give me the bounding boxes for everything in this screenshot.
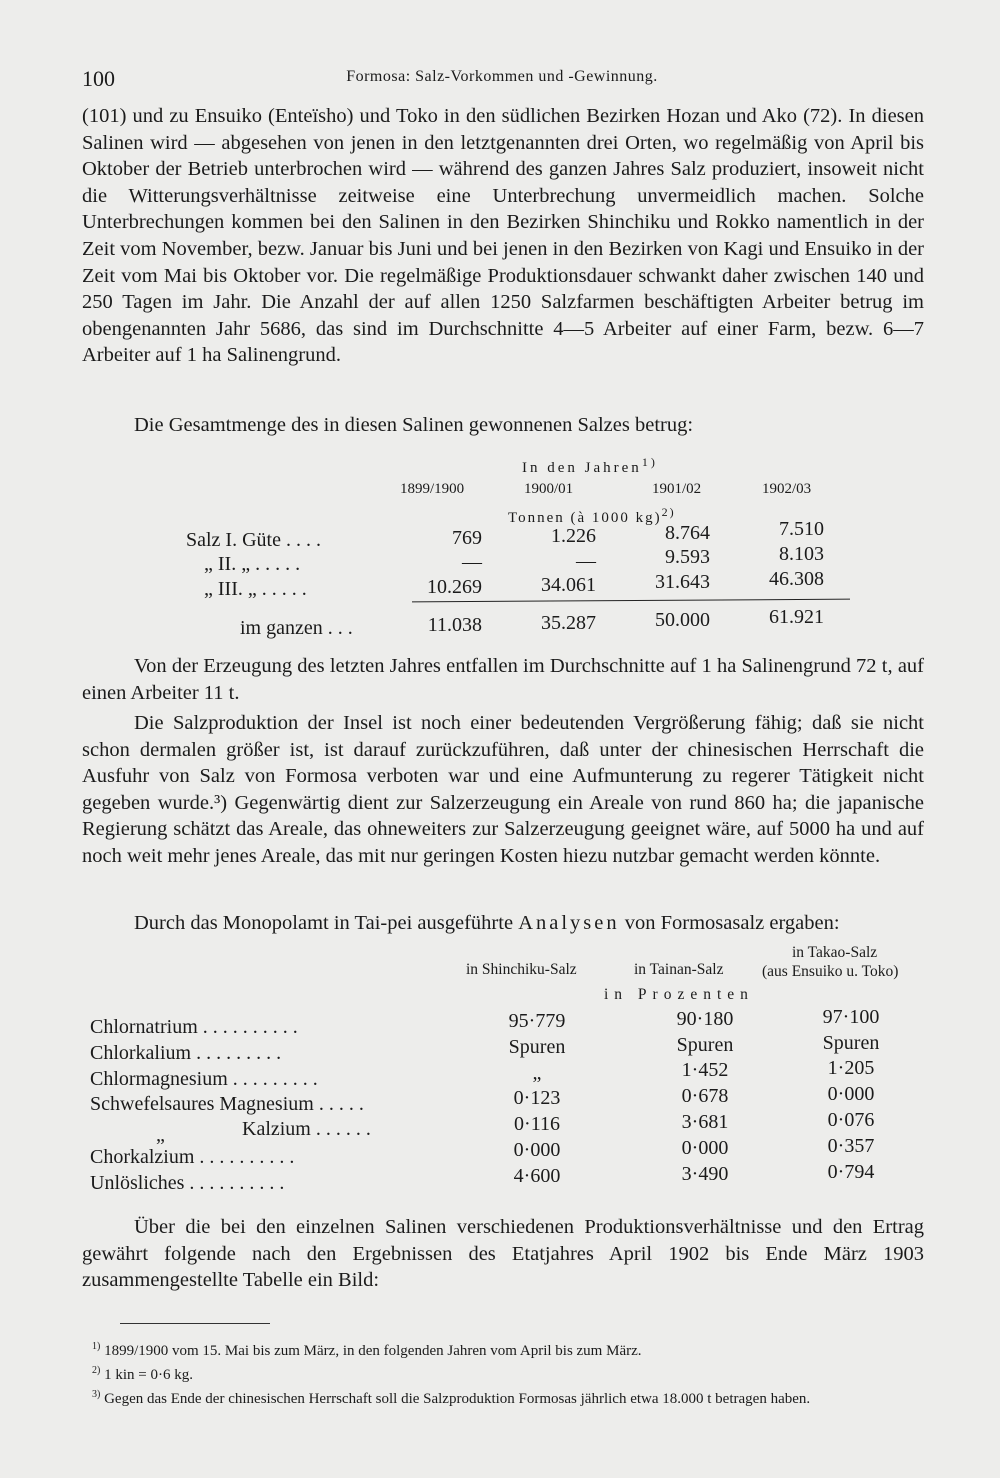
year-header-1900: 1900/01 [524, 481, 574, 497]
page-number: 100 [82, 66, 115, 91]
running-title: Formosa: Salz-Vorkommen und -Gewinnung. [346, 68, 658, 85]
total-value: 11.038 [427, 614, 482, 636]
cell-value: 0·000 [681, 1137, 729, 1159]
cell-value: Spuren [822, 1032, 880, 1054]
cell-value: 0·116 [514, 1113, 560, 1135]
cell-value: 8.764 [665, 522, 710, 544]
cell-value: 10.269 [427, 576, 482, 598]
cell-value: 0·000 [827, 1083, 875, 1105]
cell-value: 1.226 [551, 525, 596, 547]
footnote-3: $^{3)}$ Gegen das Ende der chinesischen Herrschaft soll die Salzproduktion Formosas jährlich etwa 18.000 t betragen haben. [92, 1389, 811, 1407]
cell-value: Spuren [676, 1034, 734, 1056]
cell-value: 46.308 [769, 568, 824, 590]
col-header-tainan: in Tainan-Salz [634, 961, 724, 978]
cell-value: 90·180 [676, 1008, 734, 1030]
year-header-1902: 1902/03 [762, 481, 812, 497]
ditto-mark: „ [532, 1062, 542, 1084]
ditto-mark: „ [156, 1124, 165, 1146]
cell-value: 0·794 [827, 1161, 875, 1183]
row-label-chlormagnesium: Chlormagnesium . . . . . . . . . [90, 1068, 318, 1090]
footnote-rule [120, 1323, 270, 1324]
row-label-total: im ganzen . . . [240, 617, 353, 639]
total-value: 35.287 [541, 612, 596, 634]
year-header-1899: 1899/1900 [400, 481, 465, 497]
cell-value: 4·600 [513, 1165, 561, 1187]
paragraph-erzeugung: Von der Erzeugung des letzten Jahres entfallen im Durchschnitte auf 1 ha Salinengrund 72 t, auf einen Arbeiter 11 t. [82, 655, 924, 704]
cell-value: 0·000 [513, 1139, 561, 1161]
page-header [82, 66, 922, 92]
paragraph-produktionsverhaeltnisse: Über die bei den einzelnen Salinen verschiedenen Produktionsverhältnisse und den Ertrag gewährt folgende nach den Ergebnissen des Etatjahres April 1902 bis Ende März 1903 zusammengestellte Tabelle ein Bild: [82, 1216, 924, 1292]
year-header-1901: 1901/02 [652, 481, 702, 497]
sum-rule [412, 599, 850, 603]
row-label-chlornatrium: Chlornatrium . . . . . . . . . . [90, 1016, 298, 1038]
total-value: 50.000 [655, 609, 710, 631]
cell-value: — [576, 550, 596, 572]
row-label-kalzium: Kalzium . . . . . . [242, 1118, 371, 1140]
col-header-shinchiku: in Shinchiku-Salz [466, 961, 577, 978]
cell-value: 97·100 [822, 1006, 880, 1028]
cell-value: 95·779 [508, 1010, 566, 1032]
row-label-guete-2: „ II. „ . . . . . [204, 553, 301, 575]
cell-value-dash: — [462, 551, 482, 573]
cell-value: 8.103 [779, 543, 824, 565]
cell-value: 7.510 [779, 518, 824, 540]
cell-value: 1·205 [827, 1057, 875, 1079]
cell-value: 1·452 [681, 1059, 729, 1081]
row-label-unloesliches: Unlösliches . . . . . . . . . . [90, 1172, 285, 1194]
footnote-1: $^{1)}$ 1899/1900 vom 15. Mai bis zum März, in den folgenden Jahren vom April bis zum März. [92, 1341, 642, 1359]
paragraph-salzproduktion: Die Salzproduktion der Insel ist noch einer bedeutenden Vergrößerung fähig; daß sie nicht schon dermalen größer ist, ist darauf zurückzuführen, daß unter der chinesischen Herrschaft die Ausfuhr von Salz von Formosa verboten war und eine Aufmunterung zu regerer Tätigkeit nicht gegeben wurde.³) Gegenwärtig dient zur Salzerzeugung ein Areale von rund 860 ha; die japanische Regierung schätzt das Areale, das ohneweiters zur Salzerzeugung geeignet wäre, auf 5000 ha und auf noch weit mehr jenes Areale, das mit nur geringen Kosten hiezu nutzbar gemacht werden könnte. [82, 712, 924, 867]
cell-value: 31.643 [655, 571, 710, 593]
total-value: 61.921 [769, 606, 824, 628]
row-label-guete-1: Salz I. Güte . . . . [186, 529, 321, 551]
row-label-guete-3: „ III. „ . . . . . [204, 578, 307, 600]
cell-value: 3·681 [681, 1111, 729, 1133]
paragraph-salinen-betrieb: (101) und zu Ensuiko (Enteïsho) und Toko in den südlichen Bezirken Hozan und Ako (72). In diesen Salinen wird — abgesehen von jenen in den letztgenannten drei Orten, wo regelmäßig von April bis Oktober der Betrieb unterbrochen wird — während des ganzen Jahres Salz produziert, insoweit nicht die Witterungsverhältnisse zeitweise eine Unterbrechung unvermeidlich machen. Solche Unterbrechungen kommen bei den Salinen in den Bezirken Shinchiku und Rokko namentlich in der Zeit vom November, bezw. Januar bis Juni und bei jenen in den Bezirken von Kagi und Ensuiko in der Zeit vom Mai bis Oktober vor. Die regelmäßige Produktionsdauer schwankt daher zwischen 140 und 250 Tagen im Jahr. Die Anzahl der auf allen 1250 Salzfarmen beschäftigten Arbeiter betrug im obengenannten Jahr 5686, das sind im Durchschnitte 4—5 Arbeiter auf einer Farm, bezw. 6—7 Arbeiter auf 1 ha Salinengrund. [82, 105, 924, 367]
cell-value: 0·076 [827, 1109, 875, 1131]
row-label-chlorkalium: Chlorkalium . . . . . . . . . [90, 1042, 282, 1064]
cell-value: 0·357 [827, 1135, 875, 1157]
cell-value: 769 [452, 527, 482, 549]
paragraph-analysen: Durch das Monopolamt in Tai-pei ausgeführte Analysen von Formosasalz ergaben: [134, 912, 840, 934]
cell-value: 0·678 [681, 1085, 729, 1107]
cell-value: 0·123 [513, 1087, 561, 1109]
cell-value: 34.061 [541, 574, 596, 596]
unit-header: Tonnen (à 1000 kg)$^{2)}$ [508, 505, 676, 526]
row-label-chorkalzium: Chorkalzium . . . . . . . . . . [90, 1146, 295, 1168]
cell-value: Spuren [508, 1036, 566, 1058]
paragraph-gesamtmenge: Die Gesamtmenge des in diesen Salinen gewonnenen Salzes betrug: [134, 414, 694, 436]
col-header-takao-sub: (aus Ensuiko u. Toko) [762, 963, 899, 980]
cell-value: 3·490 [681, 1163, 729, 1185]
col-header-takao: in Takao-Salz [792, 944, 878, 961]
table-group-header: In den Jahren$^{1)}$ [522, 455, 658, 476]
unit-header-prozent: in Prozenten [604, 986, 754, 1003]
footnote-2: $^{2)}$ 1 kin = 0·6 kg. [92, 1365, 193, 1383]
row-label-schwefelsaures-magnesium: Schwefelsaures Magnesium . . . . . [90, 1093, 364, 1115]
cell-value: 9.593 [665, 546, 710, 568]
